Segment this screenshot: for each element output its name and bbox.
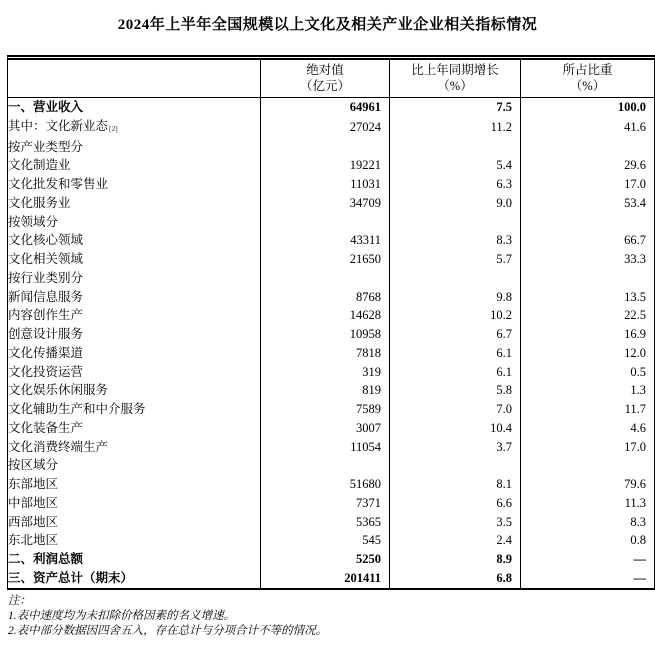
cell-absolute-value: 5365 xyxy=(260,513,389,532)
table-row xyxy=(8,306,654,325)
cell-growth: 10.4 xyxy=(389,419,520,438)
header-growth xyxy=(389,60,520,98)
cell-growth: 5.8 xyxy=(389,381,520,400)
cell-absolute-value: 10958 xyxy=(260,325,389,344)
row-label: 三、资产总计（期末） xyxy=(8,570,134,585)
header-share xyxy=(520,60,654,98)
table-row xyxy=(8,175,654,194)
cell-absolute-value: 819 xyxy=(260,381,389,400)
row-label: 文化批发和零售业 xyxy=(8,177,109,191)
table-row xyxy=(8,288,654,307)
row-label: 文化消费终端生产 xyxy=(8,439,109,454)
table-row xyxy=(8,344,654,363)
cell-growth: 10.2 xyxy=(389,306,520,325)
cell-share xyxy=(520,138,654,157)
cell-absolute-value: 7818 xyxy=(260,344,389,363)
cell-absolute-value: 3007 xyxy=(260,419,389,438)
cell-absolute-value: 5250 xyxy=(260,550,389,569)
table-row xyxy=(8,117,654,138)
row-label: 其中：文化新业态[2] xyxy=(8,118,118,133)
row-label: 文化服务业 xyxy=(8,195,71,210)
footnote-marker: [2] xyxy=(109,123,118,133)
cell-share: 8.3 xyxy=(520,513,654,532)
table-row xyxy=(8,400,654,419)
header-absolute-value-line1: 绝对值 xyxy=(306,63,344,77)
row-label: 文化装备生产 xyxy=(8,420,84,435)
cell-growth: 2.4 xyxy=(389,531,520,550)
table-header xyxy=(8,60,654,98)
row-label: 文化娱乐休闲服务 xyxy=(8,383,109,398)
header-absolute-value-line2: （亿元） xyxy=(299,79,350,93)
cell-absolute-value: 19221 xyxy=(260,156,389,175)
cell-growth: 9.0 xyxy=(389,194,520,213)
row-label: 西部地区 xyxy=(8,514,59,529)
row-label: 内容创作生产 xyxy=(8,308,84,323)
cell-growth: 6.7 xyxy=(389,325,520,344)
table-row xyxy=(8,569,654,588)
table-row xyxy=(8,269,654,288)
cell-growth: 5.4 xyxy=(389,156,520,175)
table-body xyxy=(8,98,654,588)
cell-growth xyxy=(389,456,520,475)
cell-growth: 9.8 xyxy=(389,288,520,307)
cell-share: 17.0 xyxy=(520,438,654,457)
cell-absolute-value: 11031 xyxy=(260,175,389,194)
cell-share: 33.3 xyxy=(520,250,654,269)
cell-growth: 3.5 xyxy=(389,513,520,532)
notes-label: 注： xyxy=(8,594,31,607)
table-row xyxy=(8,475,654,494)
header-empty xyxy=(8,60,260,98)
cell-share: 0.8 xyxy=(520,531,654,550)
header-share-line2: （%） xyxy=(569,79,606,93)
row-label: 文化制造业 xyxy=(8,158,71,173)
row-label: 中部地区 xyxy=(8,495,59,510)
table-row xyxy=(8,231,654,250)
cell-growth: 6.3 xyxy=(389,175,520,194)
table-row xyxy=(8,494,654,513)
note-item: 1.表中速度均为未扣除价格因素的名义增速。 xyxy=(8,609,236,622)
cell-share: 22.5 xyxy=(520,306,654,325)
notes xyxy=(8,594,655,639)
cell-absolute-value: 43311 xyxy=(260,231,389,250)
row-label: 东北地区 xyxy=(8,533,59,548)
cell-share: 100.0 xyxy=(520,98,654,117)
cell-absolute-value: 8768 xyxy=(260,288,389,307)
table-row xyxy=(8,438,654,457)
row-label: 东部地区 xyxy=(8,477,59,491)
row-label: 按产业类型分 xyxy=(8,139,84,154)
cell-absolute-value xyxy=(260,213,389,232)
table-row xyxy=(8,513,654,532)
cell-absolute-value: 51680 xyxy=(260,475,389,494)
header-growth-line1: 比上年同期增长 xyxy=(411,63,499,77)
table-row xyxy=(8,456,654,475)
cell-share: 29.6 xyxy=(520,156,654,175)
header-share-line1: 所占比重 xyxy=(562,63,613,77)
cell-share xyxy=(520,456,654,475)
table-row xyxy=(8,194,654,213)
cell-growth: 6.8 xyxy=(389,569,520,588)
cell-share: 1.3 xyxy=(520,381,654,400)
cell-growth: 7.0 xyxy=(389,400,520,419)
cell-growth: 8.1 xyxy=(389,475,520,494)
row-label: 文化投资运营 xyxy=(8,364,84,379)
row-label: 文化辅助生产和中介服务 xyxy=(8,402,146,416)
row-label: 按领域分 xyxy=(8,214,59,229)
cell-share: — xyxy=(520,550,654,569)
row-label: 文化核心领域 xyxy=(8,233,84,248)
row-label: 文化传播渠道 xyxy=(8,345,84,360)
page-title: 2024年上半年全国规模以上文化及相关产业企业相关指标情况 xyxy=(117,17,538,33)
cell-growth: 11.2 xyxy=(389,117,520,138)
cell-share: — xyxy=(520,569,654,588)
header-growth-line2: （%） xyxy=(437,79,473,93)
cell-share: 13.5 xyxy=(520,288,654,307)
notes-items xyxy=(8,609,655,639)
cell-absolute-value xyxy=(260,456,389,475)
table-row xyxy=(8,325,654,344)
cell-absolute-value: 201411 xyxy=(260,569,389,588)
row-label: 一、营业收入 xyxy=(8,100,84,114)
row-label: 二、利润总额 xyxy=(8,552,84,566)
cell-growth: 7.5 xyxy=(389,98,520,117)
table-row xyxy=(8,381,654,400)
cell-absolute-value: 545 xyxy=(260,531,389,550)
note-item: 2.表中部分数据因四舍五入，存在总计与分项合计不等的情况。 xyxy=(8,624,328,637)
cell-absolute-value: 7371 xyxy=(260,494,389,513)
cell-share: 4.6 xyxy=(520,419,654,438)
cell-absolute-value: 34709 xyxy=(260,194,389,213)
cell-absolute-value: 7589 xyxy=(260,400,389,419)
cell-share: 66.7 xyxy=(520,231,654,250)
cell-share: 11.3 xyxy=(520,494,654,513)
cell-share: 41.6 xyxy=(520,117,654,138)
row-label: 文化相关领域 xyxy=(8,252,84,266)
cell-absolute-value xyxy=(260,269,389,288)
cell-share: 17.0 xyxy=(520,175,654,194)
cell-absolute-value: 11054 xyxy=(260,438,389,457)
table-row xyxy=(8,250,654,269)
cell-absolute-value xyxy=(260,138,389,157)
table-row xyxy=(8,363,654,382)
cell-growth xyxy=(389,138,520,157)
cell-growth: 6.1 xyxy=(389,344,520,363)
table-row xyxy=(8,213,654,232)
cell-growth: 8.9 xyxy=(389,550,520,569)
cell-share: 79.6 xyxy=(520,475,654,494)
cell-share: 53.4 xyxy=(520,194,654,213)
cell-absolute-value: 14628 xyxy=(260,306,389,325)
table-row xyxy=(8,138,654,157)
row-label: 创意设计服务 xyxy=(8,327,84,341)
cell-growth xyxy=(389,213,520,232)
cell-growth: 3.7 xyxy=(389,438,520,457)
cell-growth: 8.3 xyxy=(389,231,520,250)
table-row xyxy=(8,419,654,438)
row-label: 新闻信息服务 xyxy=(8,289,84,304)
table-row xyxy=(8,550,654,569)
cell-share: 0.5 xyxy=(520,363,654,382)
header-row xyxy=(8,60,654,98)
row-label: 按区域分 xyxy=(8,458,59,473)
cell-growth: 6.1 xyxy=(389,363,520,382)
cell-share: 11.7 xyxy=(520,400,654,419)
indicators-table xyxy=(7,55,655,590)
cell-growth xyxy=(389,269,520,288)
cell-absolute-value: 21650 xyxy=(260,250,389,269)
cell-absolute-value: 319 xyxy=(260,363,389,382)
table-row xyxy=(8,98,654,117)
cell-growth: 6.6 xyxy=(389,494,520,513)
cell-absolute-value: 64961 xyxy=(260,98,389,117)
header-absolute-value xyxy=(260,60,389,98)
cell-growth: 5.7 xyxy=(389,250,520,269)
cell-share xyxy=(520,269,654,288)
table-row xyxy=(8,531,654,550)
cell-share: 12.0 xyxy=(520,344,654,363)
row-label: 按行业类别分 xyxy=(8,270,84,285)
cell-absolute-value: 27024 xyxy=(260,117,389,138)
cell-share: 16.9 xyxy=(520,325,654,344)
table-row xyxy=(8,156,654,175)
cell-share xyxy=(520,213,654,232)
